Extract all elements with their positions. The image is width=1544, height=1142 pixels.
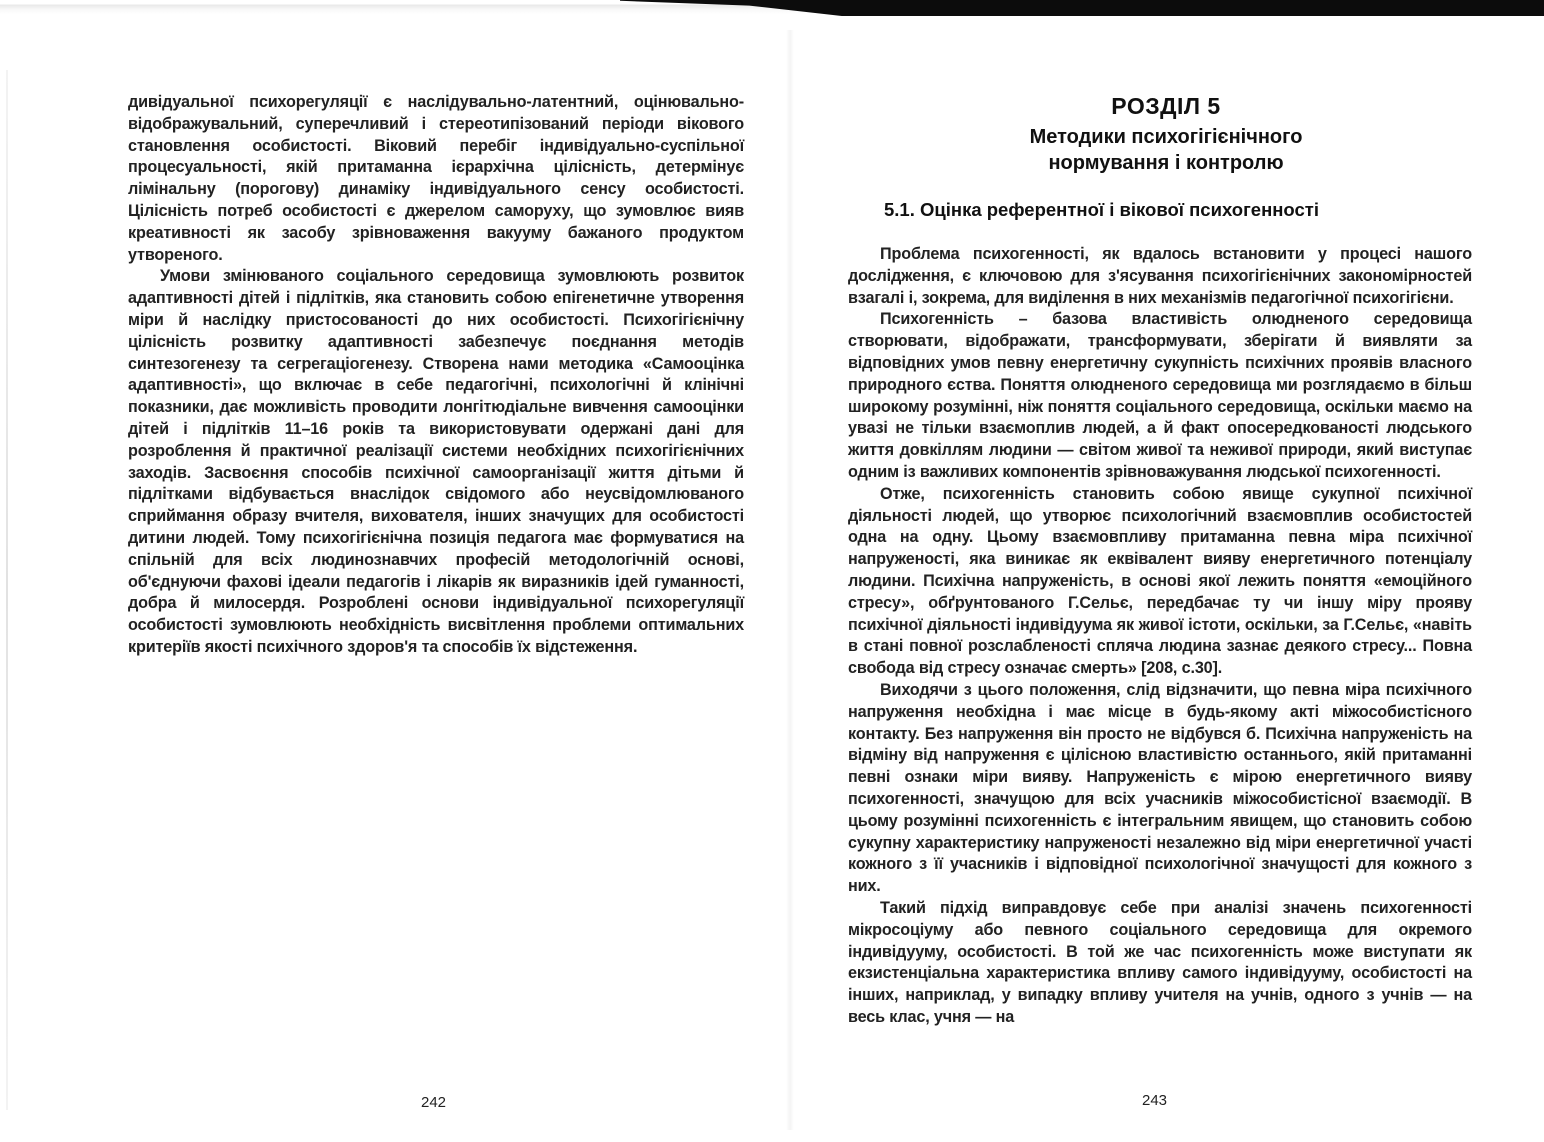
left-paragraph-1: дивідуальної психорегуляції є наслідувально-латентний, оцінювально-відображувальний, суперечливий і стереотипізований періоди вікового становлення особистості. Віковий перебіг індивідуально-суспільної процесуальності, якій притаманна ієрархічна цілісність, детермінує лімінальну (пороговy) динаміку індивідуального сенсу особистості. Цілісність потреб особистості є джерелом саморуху, що зумовлює вияв креативності як засобу зрівноваження вакууму бажаного продуктом утвореного.	[128, 93, 744, 264]
section-heading: 5.1. Оцінка референтної і вікової психогенності	[884, 199, 1319, 220]
right-page	[848, 92, 1472, 1029]
chapter-label: РОЗДІЛ 5	[1111, 93, 1221, 119]
right-paragraph-3: Отже, психогенність становить собою явище сукупної психічної діяльності людей, що утворює психологічний взаємовплив особистостей одна на одну. Цьому взаємовпливу притаманна певна міра психічної напруженості, яка виникає як еквівалент вияву енергетичного потенціалу людини. Психічна напруженість, в основі якої лежить поняття «емоційного стресу», обґрунтованого Г.Сельє, передбачає ту чи іншу міру прояву психічної діяльності індивідуума як живої істоти, оскільки, за Г.Сельє, «навіть в стані повної розслабленості спляча людина зазнає деякого стресу... Повна свобода від стресу означає смерть» [208, с.30].	[848, 484, 1472, 678]
right-paragraph-4: Виходячи з цього положення, слід відзначити, що певна міра психічного напруження необхідна і має місце в будь-якому акті міжособистісного контакту. Без напруження він просто не відбувся б. Психічна напруженість на відміну від напруження є цілісною властивістю останнього, якій притаманні певні ознаки міри вияву. Напруженість є мірою енергетичного вияву психогенності, значущою для всіх учасників міжособистісної взаємодії. В цьому розумінні психогенність є інтегральним явищем, що становить собою сукупну характеристику напруженості незалежно від міри енергетичної участі кожного з її учасників і відповідної психологічної значущості для кожного з них.	[848, 680, 1472, 896]
chapter-title	[848, 124, 1472, 176]
book-spine	[786, 30, 794, 1130]
page-number-left: 242	[421, 1094, 447, 1111]
chapter-title-line-2: нормування і контролю	[1048, 152, 1284, 174]
right-paragraph-5: Такий підхід виправдовує себе при аналізі значень психогенності мікросоціуму або певного соціального середовища для окремого індивідууму, особистості. В той же час психогенність може виступати як екзистенціальна характеристика впливу самого індивідууму, особистості на інших, наприклад, у випадку впливу учителя на учнів, одного з учнів — на весь клас, учня — на	[848, 898, 1472, 1026]
page-number-right: 243	[1142, 1092, 1168, 1109]
chapter-title-line-1: Методики психогігієнічного	[1029, 126, 1303, 148]
right-paragraph-1: Проблема психогенності, як вдалось встановити у процесі нашого дослідження, є ключовою для з'ясування психогігієнічних закономірностей взагалі і, зокрема, для виділення в них механізмів педагогічної психогігієни.	[848, 245, 1472, 307]
right-paragraph-2: Психогенність – базова властивість олюдненого середовища створювати, відображати, трансформувати, зберігати й виявляти за відповідних умов певну енергетичну сукупність психічних проявів власного природного єства. Поняття олюдненого середовища ми розглядаємо в більш широкому розумінні, ніж поняття соціального середовища, оскільки маємо на увазі не тільки взаємоплив людей, а й факт опосередкованості людського життя довкіллям людини — світом живої та неживої природи, який виступає одним із важливих компонентів зрівноважування людської психогенності.	[848, 310, 1472, 481]
left-paragraph-2: Умови змінюваного соціального середовища зумовлюють розвиток адаптивності дітей і підлітків, яка становить собою епігенетичне утворення міри й наслідку пристосованості до них особистості. Психогігієнічну цілісність розвитку адаптивності забезпечує поєднання методів синтезогенезу та сегрегаціогенезу. Створена нами методика «Самооцінка адаптивності», що включає в себе педагогічні, психологічні й клінічні показники, дає можливість проводити лонгітюдіальне вивчення самооцінки дітей і підлітків 11–16 років та використовувати одержані дані для розроблення й практичної реалізації системи необхідних психогігієнічних заходів. Засвоєння способів психічної самоорганізації життя дітьми й підлітками відбувається внаслідок свідомого або неусвідомлюваного сприймання образу вчителя, вихователя, інших значущих для особистості дитини людей. Тому психогігієнічна позиція педагога має формуватися на спільній для всіх людинознавчих професій методологічній основі, об'єднуючи фахові ідеали педагогів і лікарів як виразників ідей гуманності, добра й милосердя. Розроблені основи індивідуальної психорегуляції особистості зумовлюють необхідність висвітлення проблеми оптимальних критеріїв якості психічного здоров'я та способів їх відстеження.	[128, 267, 744, 656]
page-left-edge	[6, 70, 8, 1110]
left-page	[128, 92, 744, 659]
